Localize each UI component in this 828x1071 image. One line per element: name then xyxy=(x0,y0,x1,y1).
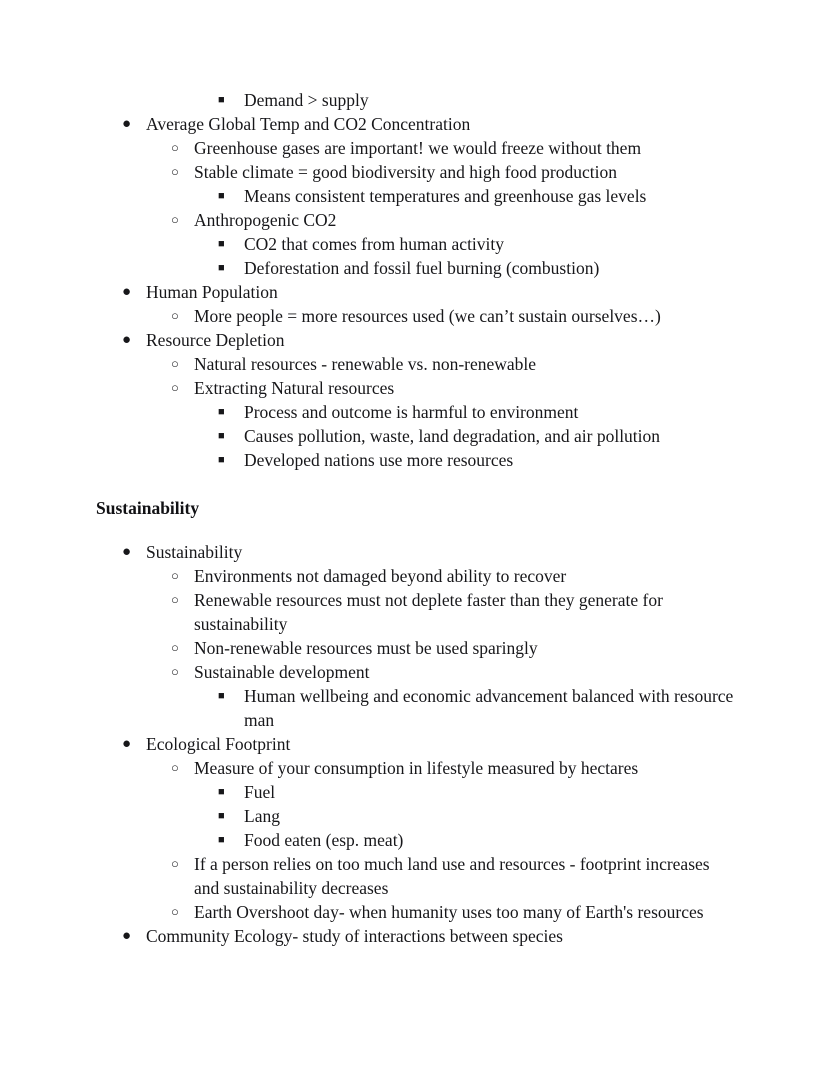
outline-item-text: Deforestation and fossil fuel burning (combustion) xyxy=(244,258,600,278)
outline-item-text: Renewable resources must not deplete faster than they generate for sustainability xyxy=(194,590,663,634)
bullet-level-2-icon: ○ xyxy=(171,760,179,775)
bullet-level-1-icon: ● xyxy=(122,116,132,132)
outline-item-text: Environments not damaged beyond ability to recover xyxy=(194,566,567,586)
bullet-level-3-icon: ■ xyxy=(218,834,225,846)
outline-item-text: Greenhouse gases are important! we would freeze without them xyxy=(194,138,642,158)
bullet-level-1-icon: ● xyxy=(122,736,132,752)
outline-item-level-3 xyxy=(96,828,736,852)
outline-item-level-1 xyxy=(96,540,736,564)
outline-item-text: Resource Depletion xyxy=(146,330,285,350)
outline-item-text: Human wellbeing and economic advancement balanced with resource man xyxy=(244,686,734,730)
outline-item-level-2 xyxy=(96,564,736,588)
outline-item-level-1 xyxy=(96,112,736,136)
outline-item-level-2 xyxy=(96,352,736,376)
outline-item-level-3 xyxy=(96,88,736,112)
bullet-level-2-icon: ○ xyxy=(171,356,179,371)
outline-item-text: Demand > supply xyxy=(244,90,369,110)
outline-item-text: More people = more resources used (we can’t sustain ourselves…) xyxy=(194,306,661,326)
outline-item-level-1 xyxy=(96,732,736,756)
outline-item-level-3 xyxy=(96,804,736,828)
outline-item-level-3 xyxy=(96,184,736,208)
bullet-level-2-icon: ○ xyxy=(171,308,179,323)
bullet-level-2-icon: ○ xyxy=(171,140,179,155)
outline-item-text: Extracting Natural resources xyxy=(194,378,395,398)
outline-item-text: Human Population xyxy=(146,282,278,302)
outline-item-level-2 xyxy=(96,208,736,232)
outline-item-level-2 xyxy=(96,160,736,184)
outline-item-text: Food eaten (esp. meat) xyxy=(244,830,404,850)
outline-item-text: Natural resources - renewable vs. non-renewable xyxy=(194,354,537,374)
outline-item-level-2 xyxy=(96,376,736,400)
outline-item-level-3 xyxy=(96,448,736,472)
outline-content xyxy=(96,88,736,948)
outline-item-level-1 xyxy=(96,280,736,304)
bullet-level-3-icon: ■ xyxy=(218,190,225,202)
heading-spacer-bottom xyxy=(96,520,736,540)
outline-item-text: Community Ecology- study of interactions between species xyxy=(146,926,563,946)
outline-item-level-2 xyxy=(96,636,736,660)
bullet-level-1-icon: ● xyxy=(122,544,132,560)
outline-item-level-2 xyxy=(96,136,736,160)
outline-item-level-3 xyxy=(96,684,736,732)
bullet-level-2-icon: ○ xyxy=(171,212,179,227)
outline-item-level-3 xyxy=(96,424,736,448)
heading-spacer-top xyxy=(96,472,736,496)
outline-item-level-1 xyxy=(96,924,736,948)
outline-item-level-3 xyxy=(96,400,736,424)
outline-item-text: CO2 that comes from human activity xyxy=(244,234,505,254)
outline-item-text: Anthropogenic CO2 xyxy=(194,210,337,230)
bullet-level-3-icon: ■ xyxy=(218,786,225,798)
bullet-level-2-icon: ○ xyxy=(171,568,179,583)
outline-item-text: Lang xyxy=(244,806,280,826)
section-heading: Sustainability xyxy=(96,498,200,518)
outline-item-level-2 xyxy=(96,900,736,924)
bullet-level-2-icon: ○ xyxy=(171,164,179,179)
outline-item-text: Fuel xyxy=(244,782,276,802)
outline-item-text: Developed nations use more resources xyxy=(244,450,514,470)
bullet-level-2-icon: ○ xyxy=(171,664,179,679)
outline-item-level-2 xyxy=(96,588,736,636)
outline-item-level-1 xyxy=(96,328,736,352)
outline-item-text: Measure of your consumption in lifestyle measured by hectares xyxy=(194,758,639,778)
bullet-level-3-icon: ■ xyxy=(218,94,225,106)
outline-item-text: Earth Overshoot day- when humanity uses too many of Earth's resources xyxy=(194,902,704,922)
bullet-level-1-icon: ● xyxy=(122,332,132,348)
bullet-level-2-icon: ○ xyxy=(171,380,179,395)
outline-item-level-2 xyxy=(96,304,736,328)
outline-item-text: Ecological Footprint xyxy=(146,734,291,754)
bullet-level-1-icon: ● xyxy=(122,284,132,300)
outline-item-text: Non-renewable resources must be used sparingly xyxy=(194,638,538,658)
outline-item-text: Average Global Temp and CO2 Concentration xyxy=(146,114,471,134)
outline-item-level-2 xyxy=(96,756,736,780)
outline-item-level-3 xyxy=(96,780,736,804)
bullet-level-2-icon: ○ xyxy=(171,856,179,871)
bullet-level-1-icon: ● xyxy=(122,928,132,944)
bullet-level-3-icon: ■ xyxy=(218,238,225,250)
bullet-level-3-icon: ■ xyxy=(218,810,225,822)
outline-item-level-2 xyxy=(96,852,736,900)
bullet-level-3-icon: ■ xyxy=(218,690,225,702)
bullet-level-3-icon: ■ xyxy=(218,430,225,442)
outline-item-text: Causes pollution, waste, land degradation, and air pollution xyxy=(244,426,661,446)
bullet-level-2-icon: ○ xyxy=(171,640,179,655)
outline-item-text: Means consistent temperatures and greenhouse gas levels xyxy=(244,186,647,206)
bullet-level-3-icon: ■ xyxy=(218,262,225,274)
outline-item-text: Sustainable development xyxy=(194,662,370,682)
outline-item-level-3 xyxy=(96,256,736,280)
outline-item-level-3 xyxy=(96,232,736,256)
bullet-level-2-icon: ○ xyxy=(171,904,179,919)
bullet-level-3-icon: ■ xyxy=(218,454,225,466)
outline-item-level-2 xyxy=(96,660,736,684)
outline-item-text: If a person relies on too much land use and resources - footprint increases and sustainability decreases xyxy=(194,854,710,898)
bullet-level-2-icon: ○ xyxy=(171,592,179,607)
bullet-level-3-icon: ■ xyxy=(218,406,225,418)
outline-item-text: Sustainability xyxy=(146,542,243,562)
outline-item-text: Stable climate = good biodiversity and high food production xyxy=(194,162,617,182)
outline-item-text: Process and outcome is harmful to environment xyxy=(244,402,579,422)
